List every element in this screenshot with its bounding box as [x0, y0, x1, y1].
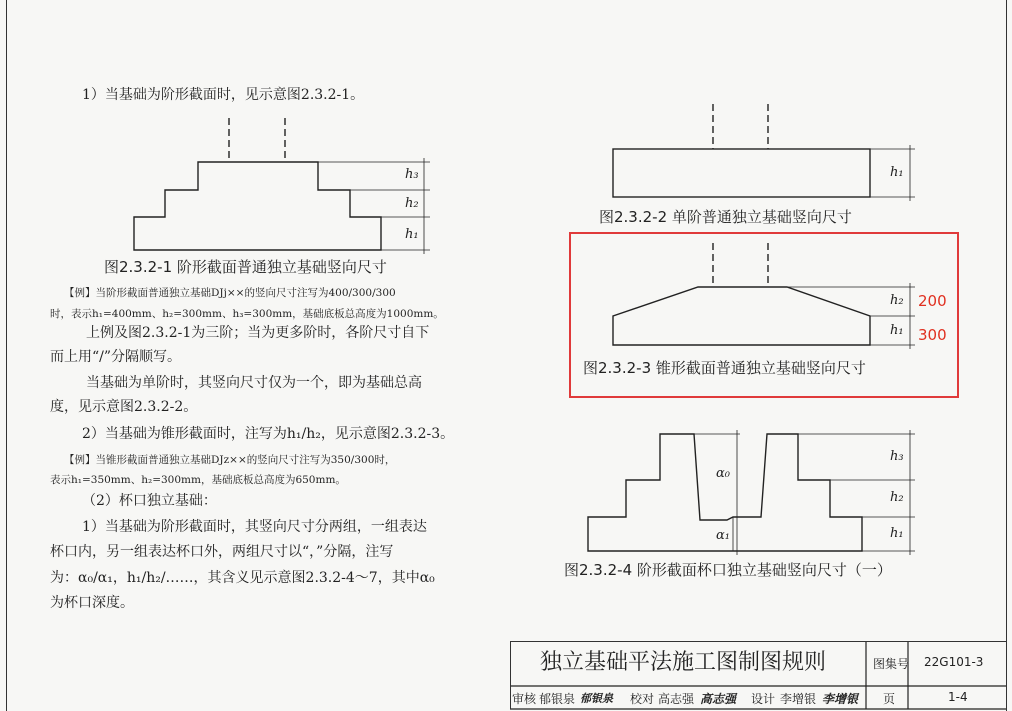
para-cup-line3: 为：α₀/α₁，h₁/h₂/……，其含义见示意图2.3.2-4～7，其中α₀ [50, 570, 435, 586]
check-label: 校对 [630, 692, 655, 706]
design-label: 设计 [751, 692, 776, 706]
fig4-a0-label: α₀ [716, 466, 730, 481]
page-label: 页 [883, 692, 896, 706]
checker-name: 高志强 [658, 692, 695, 706]
fig4-h1-label: h₁ [890, 526, 904, 541]
fig4-h2-label: h₂ [890, 490, 904, 505]
para-cup-line1: 1）当基础为阶形截面时，其竖向尺寸分两组，一组表达 [82, 519, 427, 535]
fig4-a1-label: α₁ [716, 528, 730, 543]
example1-line2: 时，表示h₁=400mm、h₂=300mm、h₃=300mm，基础底板总高度为1000mm。 [50, 308, 444, 320]
para-cup-line2: 杯口内，另一组表达杯口外，两组尺寸以“，”分隔，注写 [50, 544, 394, 560]
atlas-number: 22G101-3 [924, 655, 984, 669]
fig4-h3-label: h₃ [890, 449, 904, 464]
para-more-steps-line2: 而上用“/”分隔顺写。 [50, 349, 182, 365]
annotation-h1-value: 300 [918, 326, 947, 344]
page-number: 1-4 [948, 690, 968, 704]
para-single-step-line2: 度，见示意图2.3.2-2。 [50, 399, 198, 415]
fig3-h1-label: h₁ [890, 323, 904, 338]
para-more-steps-line1: 上例及图2.3.2-1为三阶；当为更多阶时，各阶尺寸自下 [86, 325, 430, 341]
annotation-h2-value: 200 [918, 292, 947, 310]
designer-signature: 李增银 [822, 692, 859, 706]
reviewer-name: 郁银泉 [539, 692, 576, 706]
fig2-h1-label: h₁ [890, 165, 904, 180]
fig4-cup-footing [588, 430, 915, 555]
fig1-h2-label: h₂ [405, 196, 419, 211]
fig3-h2-label: h₂ [890, 293, 904, 308]
heading-cup-footing: （2）杯口独立基础： [82, 493, 217, 509]
example1-line1: 【例】当阶形截面普通独立基础DJj××的竖向尺寸注写为400/300/300 [64, 287, 396, 299]
drawing-title: 独立基础平法施工图制图规则 [540, 650, 827, 675]
fig1-h1-label: h₁ [405, 227, 419, 242]
atlas-label: 图集号 [873, 657, 910, 671]
review-label: 审核 [512, 692, 537, 706]
fig1-stepped-footing [134, 118, 430, 254]
fig4-caption: 图2.3.2-4 阶形截面杯口独立基础竖向尺寸（一） [564, 561, 892, 579]
para-single-step-line1: 当基础为单阶时，其竖向尺寸仅为一个，即为基础总高 [86, 375, 422, 391]
fig2-single-step-footing [613, 104, 915, 201]
para-cup-line4: 为杯口深度。 [50, 595, 134, 611]
example2-line2: 表示h₁=350mm、h₂=300mm，基础底板总高度为650mm。 [50, 474, 346, 486]
reviewer-signature: 郁银泉 [580, 692, 613, 705]
designer-name: 李增银 [780, 692, 817, 706]
para-sloped-section: 2）当基础为锥形截面时，注写为h₁/h₂，见示意图2.3.2-3。 [82, 426, 455, 442]
fig2-caption: 图2.3.2-2 单阶普通独立基础竖向尺寸 [599, 208, 852, 226]
para-step-section: 1）当基础为阶形截面时，见示意图2.3.2-1。 [82, 87, 365, 103]
checker-signature: 高志强 [700, 692, 737, 706]
fig1-caption: 图2.3.2-1 阶形截面普通独立基础竖向尺寸 [104, 258, 387, 276]
fig1-h3-label: h₃ [405, 167, 419, 182]
fig3-caption: 图2.3.2-3 锥形截面普通独立基础竖向尺寸 [583, 359, 866, 377]
example2-line1: 【例】当锥形截面普通独立基础DJz××的竖向尺寸注写为350/300时， [64, 454, 396, 466]
